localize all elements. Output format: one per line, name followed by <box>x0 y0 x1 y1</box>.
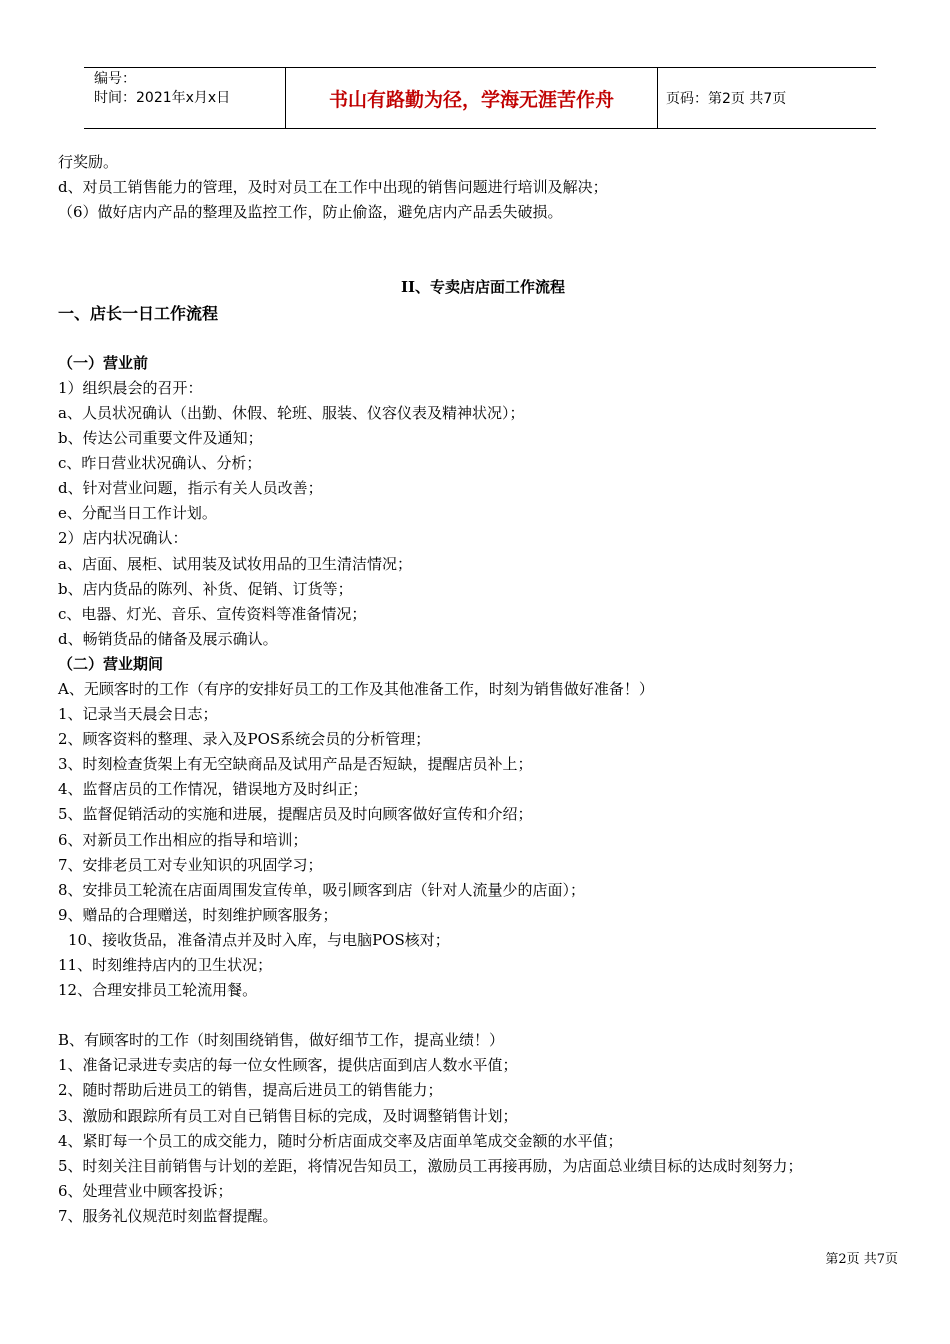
list-item: 1）组织晨会的召开： <box>58 378 203 397</box>
text-line: 行奖励。 <box>58 153 119 171</box>
document-body <box>58 150 908 1229</box>
list-item: 5、时刻关注目前销售与计划的差距，将情况告知员工，激励员工再接再励，为店面总业绩目标的达成时刻努力； <box>58 1156 803 1175</box>
list-item: 1、记录当天晨会日志； <box>58 705 218 724</box>
section-title: II、专卖店店面工作流程 <box>400 278 566 297</box>
list-item: b、店内货品的陈列、补货、促销、订货等； <box>58 579 353 598</box>
number-label: 编号： <box>94 71 136 87</box>
during-title: （二）营业期间 <box>58 654 164 673</box>
during-a-list <box>58 677 908 1003</box>
list-item: c、昨日营业状况确认、分析； <box>58 454 262 473</box>
list-item: 6、对新员工作出相应的指导和培训； <box>58 830 308 849</box>
header-motto-cell <box>286 68 658 128</box>
header-page-cell <box>658 68 876 128</box>
list-item: c、电器、灯光、音乐、宣传资料等准备情况； <box>58 604 367 623</box>
list-item: 3、激励和跟踪所有员工对自已销售目标的完成，及时调整销售计划； <box>58 1106 518 1125</box>
header-meta-cell <box>84 68 286 128</box>
list-item: b、传达公司重要文件及通知； <box>58 429 263 448</box>
list-item: 4、紧盯每一个员工的成交能力，随时分析店面成交率及店面单笔成交金额的水平值； <box>58 1131 623 1150</box>
list-item: 1、准备记录进专卖店的每一位女性顾客，提供店面到店人数水平值； <box>58 1056 518 1075</box>
list-item: 3、时刻检查货架上有无空缺商品及试用产品是否短缺，提醒店员补上； <box>58 755 533 774</box>
list-item: 10、接收货品，准备清点并及时入库，与电脑POS核对； <box>68 930 450 949</box>
time-label: 时间：2021年x月x日 <box>94 90 231 106</box>
list-item: 6、处理营业中顾客投诉； <box>58 1181 233 1200</box>
list-item: a、店面、展柜、试用装及试妆用品的卫生清洁情况； <box>58 554 412 573</box>
list-item: 2、顾客资料的整理、录入及POS系统会员的分析管理； <box>58 730 431 749</box>
list-item: A、无顾客时的工作（有序的安排好员工的工作及其他准备工作，时刻为销售做好准备！） <box>58 679 654 698</box>
list-item: 11、时刻维持店内的卫生状况； <box>58 956 273 974</box>
list-item: a、人员状况确认（出勤、休假、轮班、服装、仪容仪表及精神状况）； <box>58 403 525 422</box>
page-info: 页码：第2页 共7页 <box>666 91 787 107</box>
list-item: 8、安排员工轮流在店面周围发宣传单，吸引顾客到店（针对人流量少的店面）； <box>58 880 586 899</box>
list-item: B、有顾客时的工作（时刻围绕销售，做好细节工作，提高业绩！） <box>58 1031 505 1050</box>
motto-text: 书山有路勤为径，学海无涯苦作舟 <box>328 88 614 111</box>
text-line: d、对员工销售能力的管理，及时对员工在工作中出现的销售问题进行培训及解决； <box>58 178 608 197</box>
list-item: 2、随时帮助后进员工的销售，提高后进员工的销售能力； <box>58 1081 443 1100</box>
part-title: 一、店长一日工作流程 <box>58 303 219 323</box>
text-line: （6）做好店内产品的整理及监控工作，防止偷盗，避免店内产品丢失破损。 <box>58 203 563 222</box>
list-item: 7、安排老员工对专业知识的巩固学习； <box>58 855 323 874</box>
page-footer: 第2页 共7页 <box>825 1252 898 1267</box>
list-item: e、分配当日工作计划。 <box>58 504 217 523</box>
page-header <box>84 67 876 129</box>
list-item: d、针对营业问题，指示有关人员改善； <box>58 479 323 498</box>
before-title: （一）营业前 <box>58 353 149 372</box>
list-item: 5、监督促销活动的实施和进展，提醒店员及时向顾客做好宣传和介绍； <box>58 805 533 824</box>
list-item: 7、服务礼仪规范时刻监督提醒。 <box>58 1206 278 1225</box>
list-item: 2）店内状况确认： <box>58 529 188 548</box>
before-list <box>58 376 908 652</box>
list-item: 4、监督店员的工作情况，错误地方及时纠正； <box>58 780 368 799</box>
during-b-list <box>58 1028 908 1229</box>
list-item: 12、合理安排员工轮流用餐。 <box>58 981 258 1000</box>
list-item: 9、赠品的合理赠送，时刻维护顾客服务； <box>58 905 338 924</box>
list-item: d、畅销货品的储备及展示确认。 <box>58 629 278 648</box>
